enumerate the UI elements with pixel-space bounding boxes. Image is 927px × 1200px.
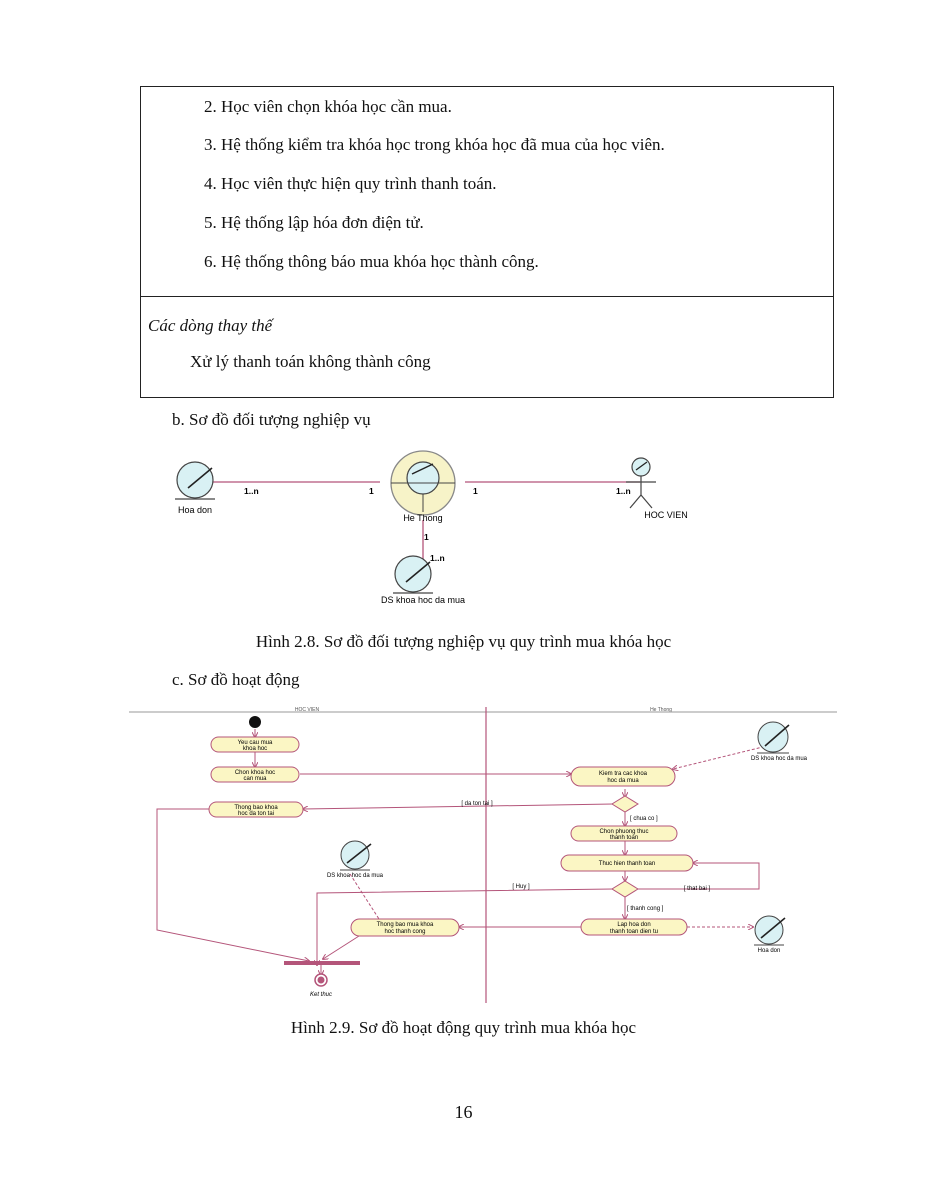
svg-text:Thong bao khoa: Thong bao khoa bbox=[234, 805, 278, 811]
hoa-don-object-label: Hoa don bbox=[757, 948, 781, 954]
hoc-vien-label: HOC VIEN bbox=[644, 510, 688, 520]
svg-text:hoc thanh cong: hoc thanh cong bbox=[384, 929, 426, 935]
decision-node bbox=[612, 796, 638, 812]
action-chon-phuong-thuc bbox=[571, 826, 677, 841]
action-kiem-tra bbox=[571, 767, 675, 786]
svg-text:thanh toan: thanh toan bbox=[609, 835, 639, 841]
svg-text:khoa hoc: khoa hoc bbox=[242, 746, 268, 752]
guard-label: [ that bai ] bbox=[683, 886, 711, 892]
lane-hoc-vien-label: HOC VIEN bbox=[294, 707, 320, 713]
step-5: 5. Hệ thống lập hóa đơn điện tử. bbox=[204, 213, 424, 232]
multiplicity: 1 bbox=[473, 486, 478, 496]
hoa-don-object-icon bbox=[754, 916, 785, 945]
step-6: 6. Hệ thống thông báo mua khóa học thành công. bbox=[204, 252, 539, 271]
alternate-flows-box bbox=[140, 296, 834, 398]
step-2: 2. Học viên chọn khóa học cần mua. bbox=[204, 97, 452, 116]
he-thong-worker-icon bbox=[391, 451, 455, 515]
svg-text:Thong bao mua khoa: Thong bao mua khoa bbox=[376, 922, 434, 928]
action-lap-hoa-don bbox=[581, 919, 687, 935]
alternate-flows-title: Các dòng thay thế bbox=[148, 316, 273, 335]
step-4: 4. Học viên thực hiện quy trình thanh toán. bbox=[204, 174, 497, 193]
hoa-don-entity-icon bbox=[175, 462, 215, 499]
figure-2-8-caption: Hình 2.8. Sơ đồ đối tượng nghiệp vụ quy trình mua khóa học bbox=[255, 632, 672, 651]
section-b-heading: b. Sơ đồ đối tượng nghiệp vụ bbox=[172, 410, 371, 429]
svg-text:Yeu cau mua: Yeu cau mua bbox=[237, 740, 273, 746]
guard-label: [ thanh cong ] bbox=[627, 906, 664, 912]
page-number: 16 bbox=[454, 1102, 473, 1122]
initial-node bbox=[249, 716, 261, 728]
svg-text:hoc da mua: hoc da mua bbox=[607, 778, 639, 784]
figure-2-9-caption: Hình 2.9. Sơ đồ hoạt động quy trình mua khóa học bbox=[290, 1018, 637, 1037]
svg-text:can mua: can mua bbox=[243, 776, 267, 782]
ds-khoa-hoc-object-icon bbox=[757, 722, 789, 753]
action-thong-bao-ton-tai bbox=[209, 802, 303, 817]
alternate-flow-item: Xử lý thanh toán không thành công bbox=[190, 352, 431, 371]
action-thuc-hien-thanh-toan bbox=[561, 855, 693, 871]
svg-text:Kiem tra cac khoa: Kiem tra cac khoa bbox=[598, 771, 648, 777]
lane-he-thong-label: He Thong bbox=[650, 707, 672, 713]
step-3: 3. Hệ thống kiểm tra khóa học trong khóa học đã mua của học viên. bbox=[204, 135, 665, 154]
svg-text:hoc da ton tai: hoc da ton tai bbox=[237, 811, 275, 817]
svg-text:Chon khoa hoc: Chon khoa hoc bbox=[234, 770, 276, 776]
activity-diagram bbox=[129, 705, 837, 1005]
guard-label: [ chua co ] bbox=[630, 816, 658, 822]
ds-khoa-hoc-object-label: DS khoa hoc da mua bbox=[326, 873, 384, 879]
join-bar bbox=[284, 961, 360, 965]
svg-text:Lap hoa don: Lap hoa don bbox=[617, 922, 651, 928]
hoa-don-label: Hoa don bbox=[177, 505, 213, 515]
svg-text:Chon phuong thuc: Chon phuong thuc bbox=[599, 829, 649, 835]
svg-text:Thuc hien thanh toan: Thuc hien thanh toan bbox=[598, 861, 656, 867]
ds-khoa-hoc-object-label: DS khoa hoc da mua bbox=[750, 756, 808, 762]
section-c-heading: c. Sơ đồ hoạt động bbox=[172, 670, 300, 689]
multiplicity: 1..n bbox=[616, 486, 631, 496]
ds-khoa-hoc-entity-icon bbox=[393, 556, 433, 593]
multiplicity: 1 bbox=[369, 486, 374, 496]
guard-label: [ Huy ] bbox=[512, 884, 530, 890]
end-label: Ket thuc bbox=[309, 992, 333, 998]
multiplicity: 1..n bbox=[244, 486, 259, 496]
decision-node bbox=[612, 881, 638, 897]
ds-khoa-hoc-label: DS khoa hoc da mua bbox=[380, 595, 466, 605]
business-object-diagram bbox=[150, 450, 750, 615]
svg-text:thanh toan dien tu: thanh toan dien tu bbox=[609, 929, 659, 935]
hoc-vien-actor-icon bbox=[626, 458, 656, 508]
action-thong-bao-thanh-cong bbox=[351, 919, 459, 936]
he-thong-label: He Thong bbox=[403, 513, 443, 523]
action-yeu-cau-mua bbox=[211, 737, 299, 752]
multiplicity: 1 bbox=[424, 532, 429, 542]
action-chon-khoa-hoc bbox=[211, 767, 299, 782]
guard-label: [ da ton tai ] bbox=[461, 801, 493, 807]
ds-khoa-hoc-object-icon bbox=[340, 841, 371, 870]
multiplicity: 1..n bbox=[430, 553, 445, 563]
